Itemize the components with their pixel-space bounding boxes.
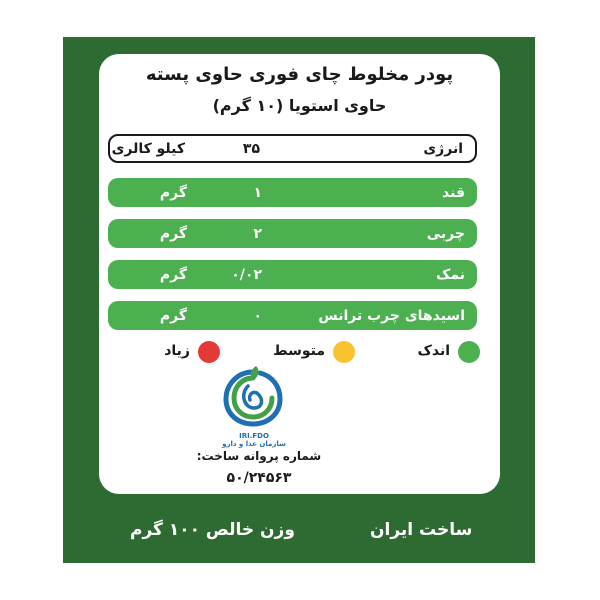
food-drug-organization-logo-icon [218, 364, 288, 430]
nutrient-name: نمک [436, 266, 465, 283]
nutrition-row-salt [108, 260, 477, 289]
legend-medium [265, 341, 355, 365]
nutrient-unit: کیلو کالری [111, 140, 185, 157]
logo-org-en: IRI.FDO [239, 432, 269, 440]
nutrient-value: ۱ [253, 184, 262, 201]
legend-label: اندک [417, 343, 450, 359]
nutrition-row-sugar [108, 178, 477, 207]
nutrient-unit: گرم [159, 225, 187, 242]
nutrient-name: چربی [426, 225, 465, 242]
nutrient-value: ۲ [253, 225, 262, 242]
product-title: پودر مخلوط چای فوری حاوی پسته [145, 64, 454, 85]
net-weight: وزن خالص ۱۰۰ گرم [130, 520, 295, 540]
license-number: ۵۰/۲۴۵۶۳ [226, 470, 292, 486]
nutrition-row-energy [108, 134, 477, 163]
legend-high [150, 341, 220, 365]
nutrient-unit: گرم [159, 266, 187, 283]
yellow-dot-icon [333, 341, 355, 363]
logo-org-fa: سازمان غذا و دارو [222, 440, 286, 448]
logo-caption [219, 432, 289, 448]
nutrient-name: اسیدهای چرب ترانس [318, 307, 465, 324]
legend-label: زیاد [164, 343, 190, 359]
nutrient-name: قند [442, 184, 465, 201]
nutrient-value: ۰/۰۲ [231, 266, 262, 283]
product-subtitle: حاوی استویا (۱۰ گرم) [212, 96, 387, 115]
nutrient-name: انرژی [423, 140, 463, 157]
legend-label: متوسط [273, 343, 325, 359]
nutrition-row-trans-fat [108, 301, 477, 330]
legend-low [400, 341, 480, 365]
nutrition-label-panel [99, 54, 500, 494]
nutrition-row-fat [108, 219, 477, 248]
license-label: شماره پروانه ساخت: [196, 449, 322, 463]
red-dot-icon [198, 341, 220, 363]
nutrient-value: ۰ [253, 307, 262, 324]
origin: ساخت ایران [370, 520, 473, 540]
nutrient-unit: گرم [159, 184, 187, 201]
green-dot-icon [458, 341, 480, 363]
nutrient-value: ۳۵ [242, 140, 260, 157]
nutrient-unit: گرم [159, 307, 187, 324]
